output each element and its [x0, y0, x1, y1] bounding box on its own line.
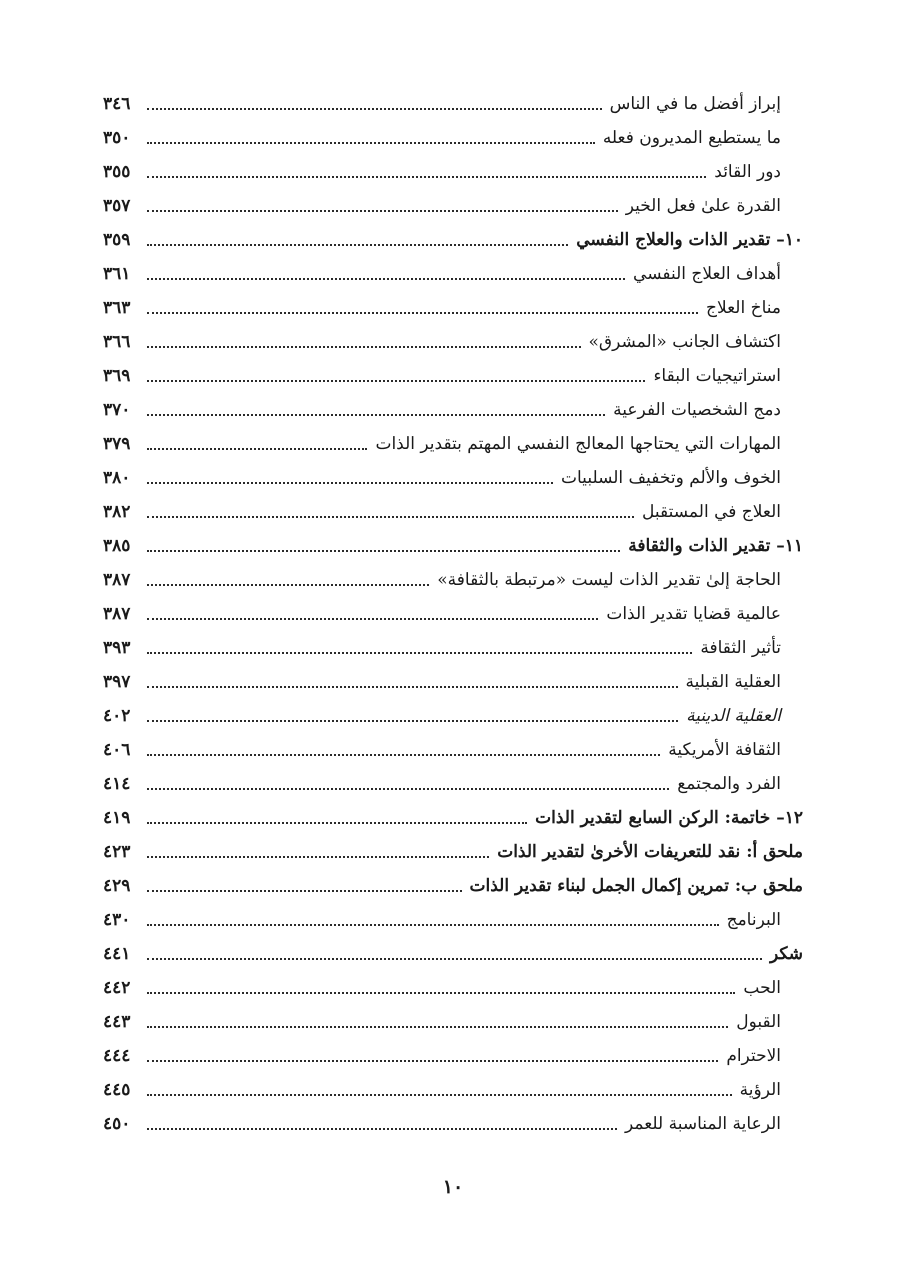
dot-leader — [147, 311, 698, 314]
toc-section-entry — [103, 596, 803, 630]
dot-leader — [147, 889, 462, 892]
entry-page-number: ٣٨٠ — [103, 468, 131, 488]
entry-title: الرؤية — [739, 1080, 781, 1100]
dot-leader — [147, 379, 645, 382]
dot-leader — [147, 277, 625, 280]
entry-page-number: ٣٧٠ — [103, 400, 131, 420]
entry-page-number: ٤٤٢ — [103, 978, 131, 998]
entry-page-number: ٤٠٦ — [103, 740, 131, 760]
toc-section-entry — [103, 698, 803, 732]
dot-leader — [147, 719, 678, 722]
dot-leader — [147, 345, 581, 348]
toc-section-entry — [103, 1038, 803, 1072]
entry-title: ١١– تقدير الذات والثقافة — [628, 536, 803, 556]
entry-page-number: ٤٤٤ — [103, 1046, 131, 1066]
entry-title: عالمية قضايا تقدير الذات — [606, 604, 781, 624]
dot-leader — [147, 617, 598, 620]
entry-title: ١٢– خاتمة: الركن السابع لتقدير الذات — [535, 808, 803, 828]
dot-leader — [147, 243, 568, 246]
entry-page-number: ٣٦٣ — [103, 298, 131, 318]
toc-section-entry — [103, 494, 803, 528]
dot-leader — [147, 107, 602, 110]
entry-page-number: ٤١٤ — [103, 774, 131, 794]
toc-section-entry — [103, 392, 803, 426]
dot-leader — [147, 141, 595, 144]
dot-leader — [147, 753, 660, 756]
toc-section-entry — [103, 1106, 803, 1140]
toc-section-entry — [103, 1004, 803, 1038]
entry-page-number: ٤٤٥ — [103, 1080, 131, 1100]
entry-title: الحب — [743, 978, 781, 998]
toc-section-entry — [103, 732, 803, 766]
dot-leader — [147, 175, 706, 178]
toc-section-entry — [103, 358, 803, 392]
entry-title: العلاج في المستقبل — [642, 502, 781, 522]
entry-page-number: ٣٩٣ — [103, 638, 131, 658]
dot-leader — [147, 583, 429, 586]
toc-section-entry — [103, 460, 803, 494]
toc-section-entry — [103, 290, 803, 324]
entry-page-number: ٣٤٦ — [103, 94, 131, 114]
dot-leader — [147, 549, 620, 552]
entry-page-number: ٤٤١ — [103, 944, 131, 964]
toc-section-entry — [103, 766, 803, 800]
toc-section-entry — [103, 120, 803, 154]
toc-section-entry — [103, 630, 803, 664]
entry-title: ما يستطيع المديرون فعله — [602, 128, 781, 148]
entry-page-number: ٣٥٥ — [103, 162, 131, 182]
toc-section-entry — [103, 664, 803, 698]
entry-title: استراتيجيات البقاء — [653, 366, 781, 386]
entry-title: ملحق ب: تمرين إكمال الجمل لبناء تقدير الذات — [469, 876, 803, 896]
entry-title: الخوف والألم وتخفيف السلبيات — [561, 468, 781, 488]
dot-leader — [147, 1059, 718, 1062]
toc-section-entry — [103, 154, 803, 188]
dot-leader — [147, 957, 762, 960]
toc-section-entry — [103, 86, 803, 120]
dot-leader — [147, 1025, 728, 1028]
entry-title: الاحترام — [726, 1046, 781, 1066]
entry-title: ملحق أ: نقد للتعريفات الأخرىٰ لتقدير الذات — [497, 842, 803, 862]
dot-leader — [147, 1093, 732, 1096]
dot-leader — [147, 447, 367, 450]
entry-title: الفرد والمجتمع — [677, 774, 781, 794]
entry-page-number: ٣٧٩ — [103, 434, 131, 454]
entry-page-number: ٣٥٠ — [103, 128, 131, 148]
toc-section-entry — [103, 256, 803, 290]
entry-title: مناخ العلاج — [705, 298, 781, 318]
toc-section-entry — [103, 426, 803, 460]
entry-page-number: ٤٢٣ — [103, 842, 131, 862]
entry-title: دور القائد — [714, 162, 781, 182]
toc-chapter-entry — [103, 834, 803, 868]
table-of-contents — [103, 86, 803, 1140]
toc-section-entry — [103, 562, 803, 596]
dot-leader — [147, 685, 678, 688]
dot-leader — [147, 855, 489, 858]
toc-chapter-entry — [103, 222, 803, 256]
entry-title: أهداف العلاج النفسي — [633, 264, 781, 284]
entry-title: البرنامج — [726, 910, 781, 930]
entry-page-number: ٣٨٧ — [103, 570, 131, 590]
entry-page-number: ٣٨٢ — [103, 502, 131, 522]
entry-page-number: ٣٩٧ — [103, 672, 131, 692]
dot-leader — [147, 787, 669, 790]
toc-section-entry — [103, 324, 803, 358]
entry-page-number: ٣٨٥ — [103, 536, 131, 556]
toc-section-entry — [103, 902, 803, 936]
entry-title: الرعاية المناسبة للعمر — [624, 1114, 781, 1134]
toc-chapter-entry — [103, 528, 803, 562]
entry-page-number: ٣٨٧ — [103, 604, 131, 624]
toc-chapter-entry — [103, 936, 803, 970]
entry-page-number: ٤١٩ — [103, 808, 131, 828]
entry-title: شكر — [769, 944, 803, 964]
entry-title: اكتشاف الجانب «المشرق» — [588, 332, 781, 352]
entry-page-number: ٣٥٩ — [103, 230, 131, 250]
toc-section-entry — [103, 188, 803, 222]
entry-title: تأثير الثقافة — [700, 638, 781, 658]
toc-chapter-entry — [103, 868, 803, 902]
dot-leader — [147, 651, 692, 654]
entry-page-number: ٤٥٠ — [103, 1114, 131, 1134]
entry-title: دمج الشخصيات الفرعية — [613, 400, 781, 420]
toc-section-entry — [103, 1072, 803, 1106]
entry-page-number: ٣٥٧ — [103, 196, 131, 216]
entry-page-number: ٣٦٦ — [103, 332, 131, 352]
entry-title: القدرة علىٰ فعل الخير — [625, 196, 781, 216]
page-number: ١٠ — [442, 1176, 464, 1198]
dot-leader — [147, 515, 634, 518]
entry-title: العقلية القبلية — [685, 672, 781, 692]
dot-leader — [147, 413, 605, 416]
entry-title: العقلية الدينية — [686, 706, 781, 726]
entry-page-number: ٤٠٢ — [103, 706, 131, 726]
entry-page-number: ٣٦١ — [103, 264, 131, 284]
entry-title: ١٠– تقدير الذات والعلاج النفسي — [576, 230, 803, 250]
entry-title: إبراز أفضل ما في الناس — [609, 94, 781, 114]
dot-leader — [147, 1127, 617, 1130]
entry-page-number: ٣٦٩ — [103, 366, 131, 386]
entry-page-number: ٤٣٠ — [103, 910, 131, 930]
entry-title: الحاجة إلىٰ تقدير الذات ليست «مرتبطة بالثقافة» — [437, 570, 781, 590]
toc-section-entry — [103, 970, 803, 1004]
entry-title: القبول — [736, 1012, 781, 1032]
dot-leader — [147, 481, 553, 484]
dot-leader — [147, 923, 719, 926]
dot-leader — [147, 821, 527, 824]
entry-page-number: ٤٤٣ — [103, 1012, 131, 1032]
toc-chapter-entry — [103, 800, 803, 834]
entry-page-number: ٤٢٩ — [103, 876, 131, 896]
dot-leader — [147, 209, 618, 212]
entry-title: الثقافة الأمريكية — [668, 740, 781, 760]
dot-leader — [147, 991, 735, 994]
entry-title: المهارات التي يحتاجها المعالج النفسي المهتم بتقدير الذات — [375, 434, 781, 454]
